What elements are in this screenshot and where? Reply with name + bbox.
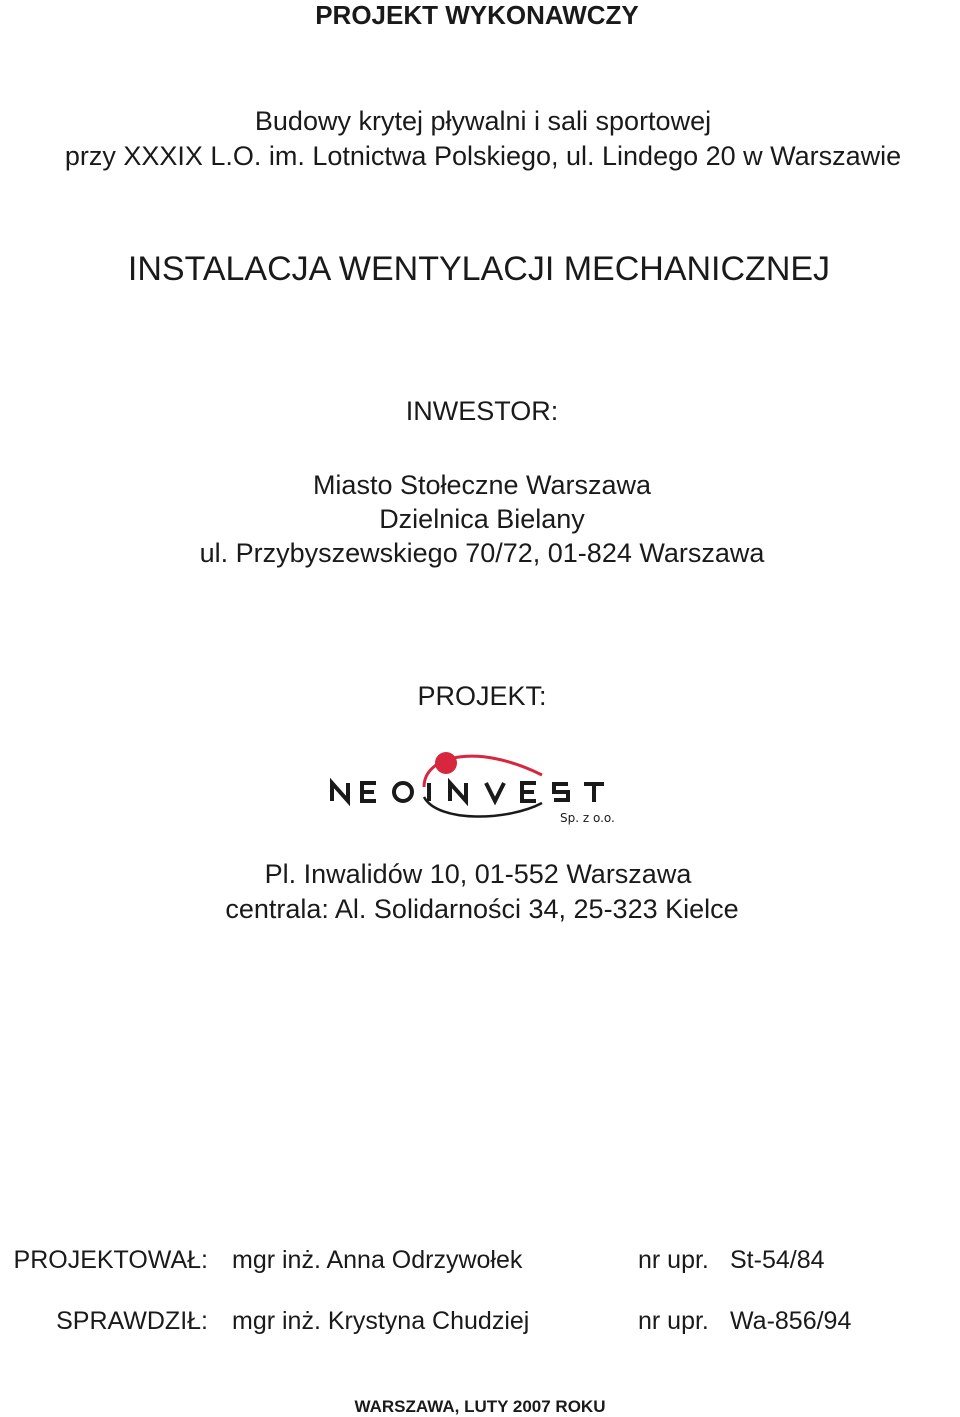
subject-line-2: przy XXXIX L.O. im. Lotnictwa Polskiego, ul. Lindego 20 w Warszawie (64, 141, 902, 171)
logo-letter-e2 (522, 783, 536, 801)
logo-letter-e (362, 783, 376, 801)
investor-label: INWESTOR: (405, 396, 559, 426)
project-address: Pl. Inwalidów 10, 01-552 Warszawa (264, 859, 692, 889)
investor-district: Dzielnica Bielany (379, 504, 585, 534)
license-number: St-54/84 (730, 1246, 825, 1274)
logo-letter-t (584, 784, 604, 802)
subject-line-1: Budowy krytej pływalni i sali sportowej (254, 106, 712, 136)
project-headquarters: centrala: Al. Solidarności 34, 25-323 Kielce (225, 894, 739, 924)
logo-letter-v (486, 783, 504, 801)
logo-legal-form: Sp. z o.o. (560, 811, 615, 825)
signature-row-designer (0, 1248, 960, 1278)
logo-letter-o (394, 783, 412, 801)
project-label: PROJEKT: (417, 681, 547, 711)
license-number: Wa-856/94 (730, 1307, 852, 1335)
investor-name: Miasto Stołeczne Warszawa (312, 470, 652, 500)
document-type-title: PROJEKT WYKONAWCZY (315, 0, 639, 30)
logo-letter-n (332, 783, 348, 801)
discipline-title: INSTALACJA WENTYLACJI MECHANICZNEJ (127, 250, 831, 288)
signature-person: mgr inż. Anna Odrzywołek (232, 1246, 523, 1274)
logo-letter-s (554, 784, 568, 800)
signature-person: mgr inż. Krystyna Chudziej (232, 1307, 530, 1335)
signature-role: PROJEKTOWAŁ: (13, 1246, 208, 1274)
license-label: nr upr. (638, 1246, 709, 1274)
signature-row-checker (0, 1309, 960, 1339)
investor-address: ul. Przybyszewskiego 70/72, 01-824 Warszawa (199, 538, 765, 568)
place-date-footer: WARSZAWA, LUTY 2007 ROKU (354, 1397, 606, 1416)
signature-role: SPRAWDZIŁ: (56, 1307, 208, 1335)
neoinvest-logo (328, 745, 636, 825)
license-label: nr upr. (638, 1307, 709, 1335)
logo-letter-n2 (450, 783, 466, 801)
